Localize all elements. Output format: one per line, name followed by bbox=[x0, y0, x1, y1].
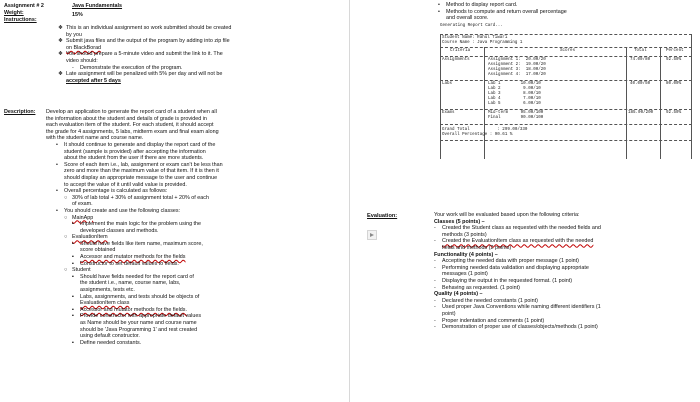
list-item: should be 'Java Programming 1' and rest created bbox=[80, 326, 198, 333]
circle-bullet-icon: ○ bbox=[64, 214, 68, 221]
diamond-bullet-icon: ❖ bbox=[58, 51, 63, 58]
list-item: ▪ Define needed constants. bbox=[72, 339, 142, 346]
table-row: Mid-term 95.00/100 bbox=[488, 111, 544, 115]
course-name: Course Name : Java Programming 1 bbox=[442, 41, 523, 45]
square-bullet-icon: ▪ bbox=[72, 273, 74, 280]
instructions-list bbox=[58, 25, 231, 84]
list-item: • It should continue to generate and display the report card of the bbox=[56, 141, 216, 148]
row-label-assignments: Assignments bbox=[442, 58, 470, 62]
list-item: and overall score. bbox=[446, 15, 489, 22]
square-bullet-icon: ▪ bbox=[72, 260, 74, 267]
col-scores: Scores bbox=[560, 49, 576, 53]
list-item: ▪ Accessor and mutator methods for the fields bbox=[72, 254, 186, 261]
col-criteria: Criteria bbox=[450, 49, 471, 53]
evaluation-label: Evaluation: bbox=[367, 213, 398, 219]
page-divider bbox=[349, 0, 350, 402]
list-item: ○ MainApp bbox=[64, 214, 94, 221]
table-row: Lab 2 9.00/10 bbox=[488, 87, 541, 91]
circle-bullet-icon: ○ bbox=[64, 194, 68, 201]
list-item: using default constructor. bbox=[80, 333, 140, 340]
dash-bullet-icon: - bbox=[72, 64, 74, 71]
list-item: ▪ Should have fields like item name, maximum score, bbox=[72, 240, 203, 247]
list-item: the student i.e., name, course name, labs, bbox=[80, 280, 181, 287]
row-label-labs: Labs bbox=[442, 82, 453, 86]
list-item: ○ EvaluationItem bbox=[64, 234, 108, 241]
table-border bbox=[626, 47, 627, 159]
table-row: Lab 5 6.00/10 bbox=[488, 102, 541, 106]
list-item: zero and more than the maximum value of that item. If it is then it bbox=[64, 168, 219, 175]
list-item: about the student from the user if there are more students. bbox=[64, 155, 204, 162]
divider bbox=[440, 124, 692, 125]
instructions-label: Instructions: bbox=[4, 17, 37, 23]
divider bbox=[440, 34, 692, 35]
list-item: ▪ Provide constructor with appropriate default values bbox=[72, 313, 202, 320]
divider bbox=[440, 47, 692, 48]
square-bullet-icon: ▪ bbox=[72, 339, 74, 346]
grand-total: Grand Total : 299.00/330 bbox=[442, 128, 528, 132]
assignment-title: Assignment # 2 bbox=[4, 3, 44, 9]
weight-value: 15% bbox=[72, 12, 83, 18]
list-item: ❖ Late assignment will be penalized with 5% per day and will not be bbox=[58, 71, 223, 78]
square-bullet-icon: ▪ bbox=[72, 240, 74, 247]
list-item: • Method to display report card. bbox=[438, 2, 518, 8]
divider bbox=[440, 109, 692, 110]
overall-percentage: Overall Percentage : 90.61 % bbox=[442, 133, 513, 137]
dash-bullet-icon: - bbox=[434, 304, 436, 311]
bullet-icon: • bbox=[56, 141, 58, 148]
bullet-icon: • bbox=[56, 207, 58, 214]
list-item: score obtained bbox=[80, 247, 116, 254]
dash-bullet-icon: - bbox=[434, 284, 436, 291]
list-item: - Proper indentation and comments (1 point) bbox=[434, 317, 545, 324]
para-line: Develop an application to generate the report card of a student when all bbox=[46, 109, 217, 115]
list-item: ❖ This is an individual assignment so work submitted should be created bbox=[58, 25, 232, 31]
col-total: Total bbox=[634, 49, 647, 53]
dash-bullet-icon: - bbox=[434, 238, 436, 245]
para-line: with the student name and course name. bbox=[46, 135, 144, 142]
list-item: • Overall percentage is calculated as follows: bbox=[56, 188, 168, 195]
classes-heading: Classes (5 points) – bbox=[434, 218, 485, 225]
list-item: ▪ Accessor and mutator methods for the fields. bbox=[72, 306, 187, 313]
list-item: - Declared the needed constants (1 point) bbox=[434, 297, 538, 304]
table-row: Assignment 2: 19.00/20 bbox=[488, 63, 546, 67]
list-item: student (sample is provided) after accepting the information bbox=[64, 148, 206, 155]
exams-total: 185.00/200 bbox=[628, 111, 654, 115]
assignments-percent: 92.50% bbox=[666, 58, 682, 62]
list-item: • Score of each item i.e., lab, assignment or exam can't be less than bbox=[56, 161, 223, 168]
list-item: ○ Student bbox=[64, 267, 91, 274]
bullet-icon: • bbox=[56, 161, 58, 168]
table-border bbox=[660, 47, 661, 159]
weight-label: Weight: bbox=[4, 10, 24, 16]
list-item: assignments, tests etc. bbox=[80, 287, 135, 294]
list-item: EvaluationItem class bbox=[80, 300, 130, 307]
list-item: methods (3 points) bbox=[442, 231, 487, 238]
list-item: messages (1 point) bbox=[442, 271, 488, 278]
bullet-icon: • bbox=[56, 188, 58, 195]
list-item: • You should create and use the following classes: bbox=[56, 207, 181, 214]
table-row: Lab 3 8.00/10 bbox=[488, 92, 541, 96]
list-item: - Performing needed data validation and displaying appropriate bbox=[434, 264, 589, 271]
dash-bullet-icon: - bbox=[434, 297, 436, 304]
course-title: Java Fundamentals bbox=[72, 3, 123, 9]
generating-text: Generating Report Card... bbox=[440, 24, 503, 28]
evaluation-intro: Your work will be evaluated based upon the following criteria: bbox=[434, 212, 580, 218]
table-row: Assignment 3: 18.00/20 bbox=[488, 68, 546, 72]
list-item: ❖ Submit java files and the output of the program by adding into zip file bbox=[58, 38, 230, 45]
dash-bullet-icon: - bbox=[434, 225, 436, 232]
list-item: to accept the value of it until valid value is provided. bbox=[64, 181, 187, 188]
circle-bullet-icon: ○ bbox=[64, 267, 68, 274]
description-label: Description: bbox=[4, 109, 36, 115]
quality-heading: Quality (4 points) – bbox=[434, 291, 483, 298]
square-bullet-icon: ▪ bbox=[72, 221, 74, 228]
diamond-bullet-icon: ❖ bbox=[58, 71, 63, 78]
list-item: ▪ Implement the main logic for the problem using the bbox=[72, 221, 202, 228]
para-line: each evaluation item of the student. For each student, it should accept bbox=[46, 122, 214, 129]
list-item: video should: bbox=[66, 57, 98, 64]
list-item: - Displaying the output in the requested format. (1 point) bbox=[434, 277, 573, 284]
square-bullet-icon: ▪ bbox=[72, 306, 74, 313]
table-row: Assignment 4: 17.00/20 bbox=[488, 73, 546, 77]
labs-total: 40.00/50 bbox=[630, 82, 651, 86]
list-item: by you bbox=[66, 31, 82, 38]
dash-bullet-icon: - bbox=[434, 264, 436, 271]
list-item: ○ 30% of lab total + 30% of assignment total + 20% of each bbox=[64, 194, 209, 201]
divider bbox=[440, 80, 692, 81]
dash-bullet-icon: - bbox=[434, 324, 436, 331]
table-row: Final 90.00/100 bbox=[488, 116, 544, 120]
labs-percent: 80.00% bbox=[666, 82, 682, 86]
functionality-heading: Functionality (4 points) – bbox=[434, 251, 498, 258]
divider bbox=[440, 140, 692, 141]
list-item: should display an appropriate message to the user and continue bbox=[64, 174, 218, 181]
list-item: ▪ Should have fields needed for the report card of bbox=[72, 273, 194, 280]
square-bullet-icon: ▪ bbox=[72, 313, 74, 320]
bullet-icon: • bbox=[438, 8, 440, 15]
student-name: Student Name: Rahul Tiwari bbox=[442, 36, 508, 40]
list-item: fields and methods (2 points) bbox=[442, 244, 512, 251]
dash-bullet-icon: - bbox=[434, 258, 436, 265]
list-item: on BlackBorad bbox=[66, 44, 102, 51]
table-border bbox=[484, 47, 485, 159]
divider bbox=[440, 56, 692, 57]
list-item: - Demonstration of proper use of classes/objects/methods (1 point) bbox=[434, 324, 598, 331]
list-item: • Methods to compute and return overall percentage bbox=[438, 8, 567, 15]
para-line: the information about the student and details of grade is provided in bbox=[46, 115, 207, 122]
col-percent: Percent bbox=[666, 49, 684, 53]
list-item: - Created the EvaluationItem class as requested with the needed bbox=[434, 238, 594, 245]
collapse-arrow-icon[interactable] bbox=[367, 230, 377, 240]
para-line: the grade for 4 assignments, 5 labs, midterm exam and final exam along bbox=[46, 128, 219, 135]
circle-bullet-icon: ○ bbox=[64, 234, 68, 241]
assignments-total: 74.00/80 bbox=[630, 58, 651, 62]
description-body bbox=[46, 109, 223, 346]
exams-percent: 92.50% bbox=[666, 111, 682, 115]
square-bullet-icon: ▪ bbox=[72, 293, 74, 300]
table-row: Lab 1 10.00/10 bbox=[488, 82, 541, 86]
list-item: developed classes and methods. bbox=[80, 227, 159, 234]
list-item: ▪ Constructor to set default values to fields. bbox=[72, 260, 179, 267]
list-item: as Name should be your name and course name bbox=[80, 320, 197, 326]
list-item: - Accepting the needed data with proper message (1 point) bbox=[434, 258, 579, 265]
row-label-exams: Exams bbox=[442, 111, 455, 115]
square-bullet-icon: ▪ bbox=[72, 254, 74, 261]
diamond-bullet-icon: ❖ bbox=[58, 25, 63, 31]
list-item: of exam. bbox=[72, 201, 93, 208]
method-list bbox=[438, 2, 567, 22]
dash-bullet-icon: - bbox=[434, 317, 436, 324]
list-item: - Demonstrate the execution of the program. bbox=[72, 64, 183, 71]
sample-output bbox=[440, 24, 692, 188]
list-item: point) bbox=[442, 310, 456, 317]
list-item: - Used proper Java Conventions while naming different identifiers (1 bbox=[434, 304, 601, 311]
dash-bullet-icon: - bbox=[434, 277, 436, 284]
list-item: - Created the Student class as requested with the needed fields and bbox=[434, 225, 601, 232]
bullet-icon: • bbox=[438, 2, 440, 8]
evaluation-body bbox=[434, 212, 601, 331]
table-row: Assignment 1: 20.00/20 bbox=[488, 58, 546, 62]
list-item: ❖ You should prepare a 5-minute video and submit the link to it. The bbox=[58, 51, 223, 58]
diamond-bullet-icon: ❖ bbox=[58, 38, 63, 45]
table-row: Lab 4 7.00/10 bbox=[488, 97, 541, 101]
list-item: - Behaving as requested. (1 point) bbox=[434, 284, 520, 291]
list-item: accepted after 5 days bbox=[66, 77, 121, 84]
list-item: ▪ Labs, assignments, and tests should be objects of bbox=[72, 293, 200, 300]
